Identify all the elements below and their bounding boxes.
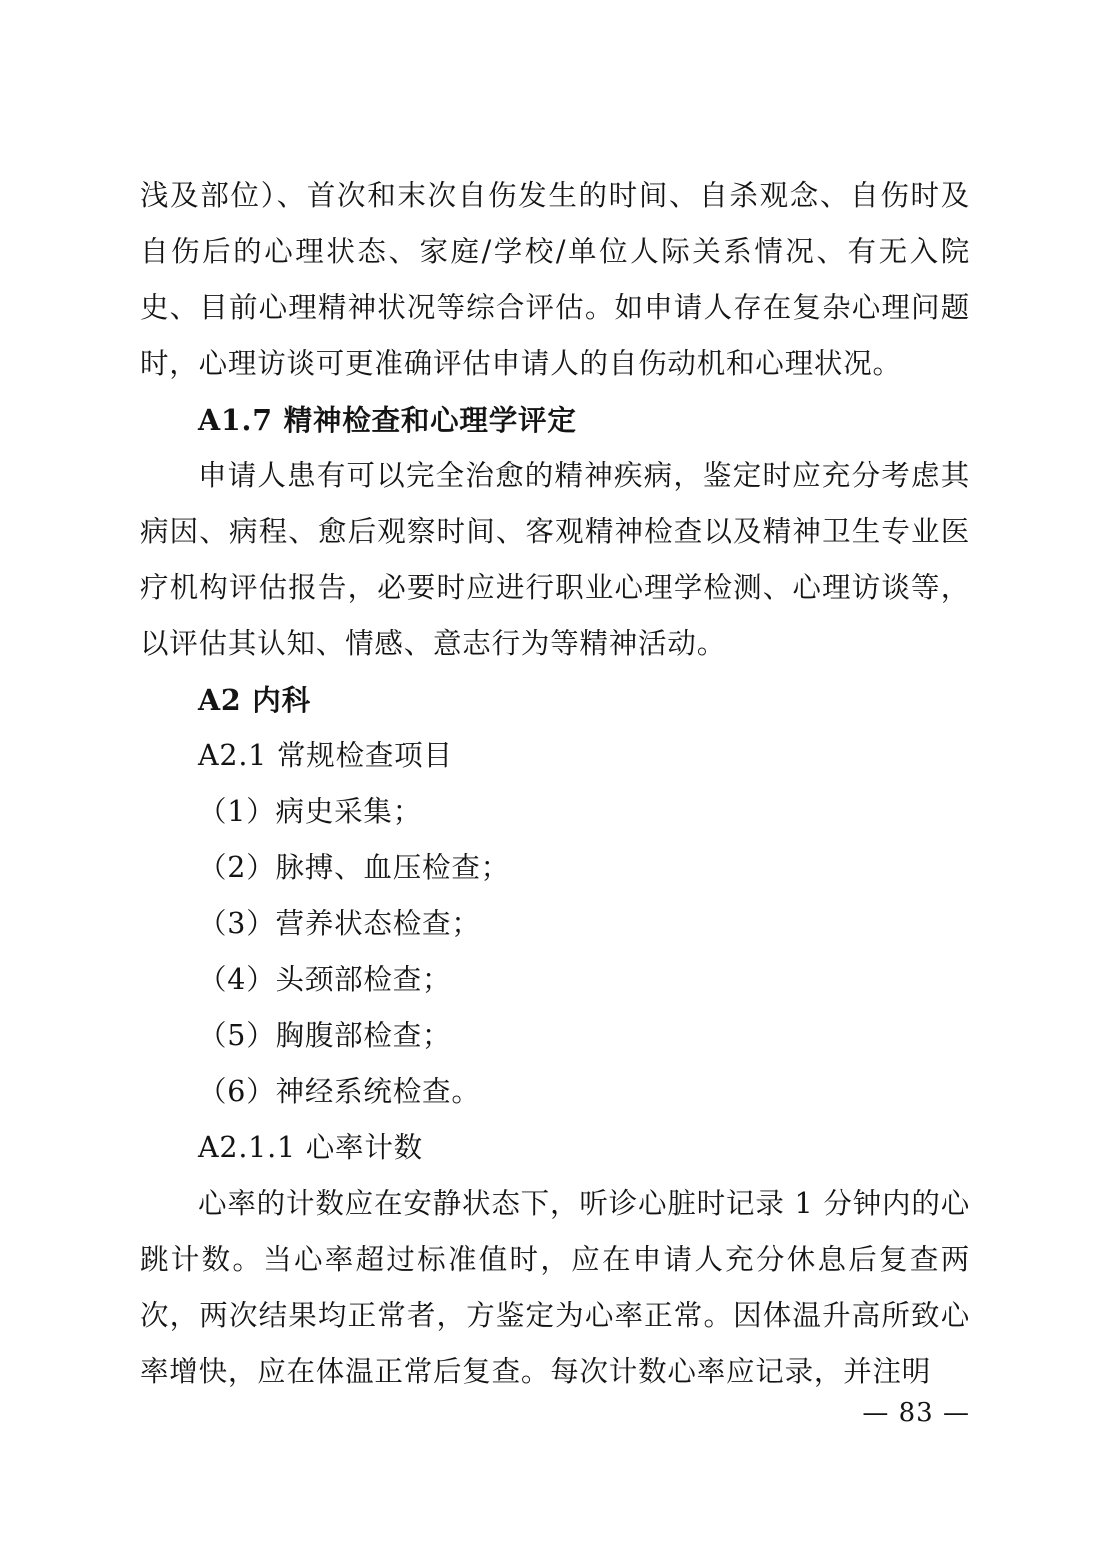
section-heading-a2-1-1: A2.1.1 心率计数: [198, 1131, 423, 1164]
page-content: [140, 168, 970, 1400]
list-item: （5）胸腹部检查；: [198, 1019, 452, 1052]
paragraph-a2-1-1-body: 心率的计数应在安静状态下，听诊心脏时记录 1 分钟内的心跳计数。当心率超过标准值时，应在申请人充分休息后复查两次，两次结果均正常者，方鉴定为心率正常。因体温升高所致心率增快，应在体温正常后复查。每次计数心率应记录，并注明: [140, 1187, 970, 1388]
section-heading-a1-7: A1.7 精神检查和心理学评定: [198, 403, 577, 437]
section-heading-a2-1: A2.1 常规检查项目: [198, 739, 453, 772]
list-item: （2）脉搏、血压检查；: [198, 851, 510, 884]
section-heading-a2: A2 内科: [198, 683, 311, 717]
list-item: （6）神经系统检查。: [198, 1075, 481, 1108]
list-item: （1）病史采集；: [198, 795, 423, 828]
paragraph-continuation: 浅及部位）、首次和末次自伤发生的时间、自杀观念、自伤时及自伤后的心理状态、家庭/学校/单位人际关系情况、有无入院史、目前心理精神状况等综合评估。如申请人存在复杂心理问题时，心理访谈可更准确评估申请人的自伤动机和心理状况。: [140, 179, 970, 380]
paragraph-a1-7-body: 申请人患有可以完全治愈的精神疾病，鉴定时应充分考虑其病因、病程、愈后观察时间、客观精神检查以及精神卫生专业医疗机构评估报告，必要时应进行职业心理学检测、心理访谈等，以评估其认知、情感、意志行为等精神活动。: [140, 459, 970, 660]
list-item: （4）头颈部检查；: [198, 963, 452, 996]
page-number: — 83 —: [862, 1398, 970, 1428]
list-item: （3）营养状态检查；: [198, 907, 481, 940]
